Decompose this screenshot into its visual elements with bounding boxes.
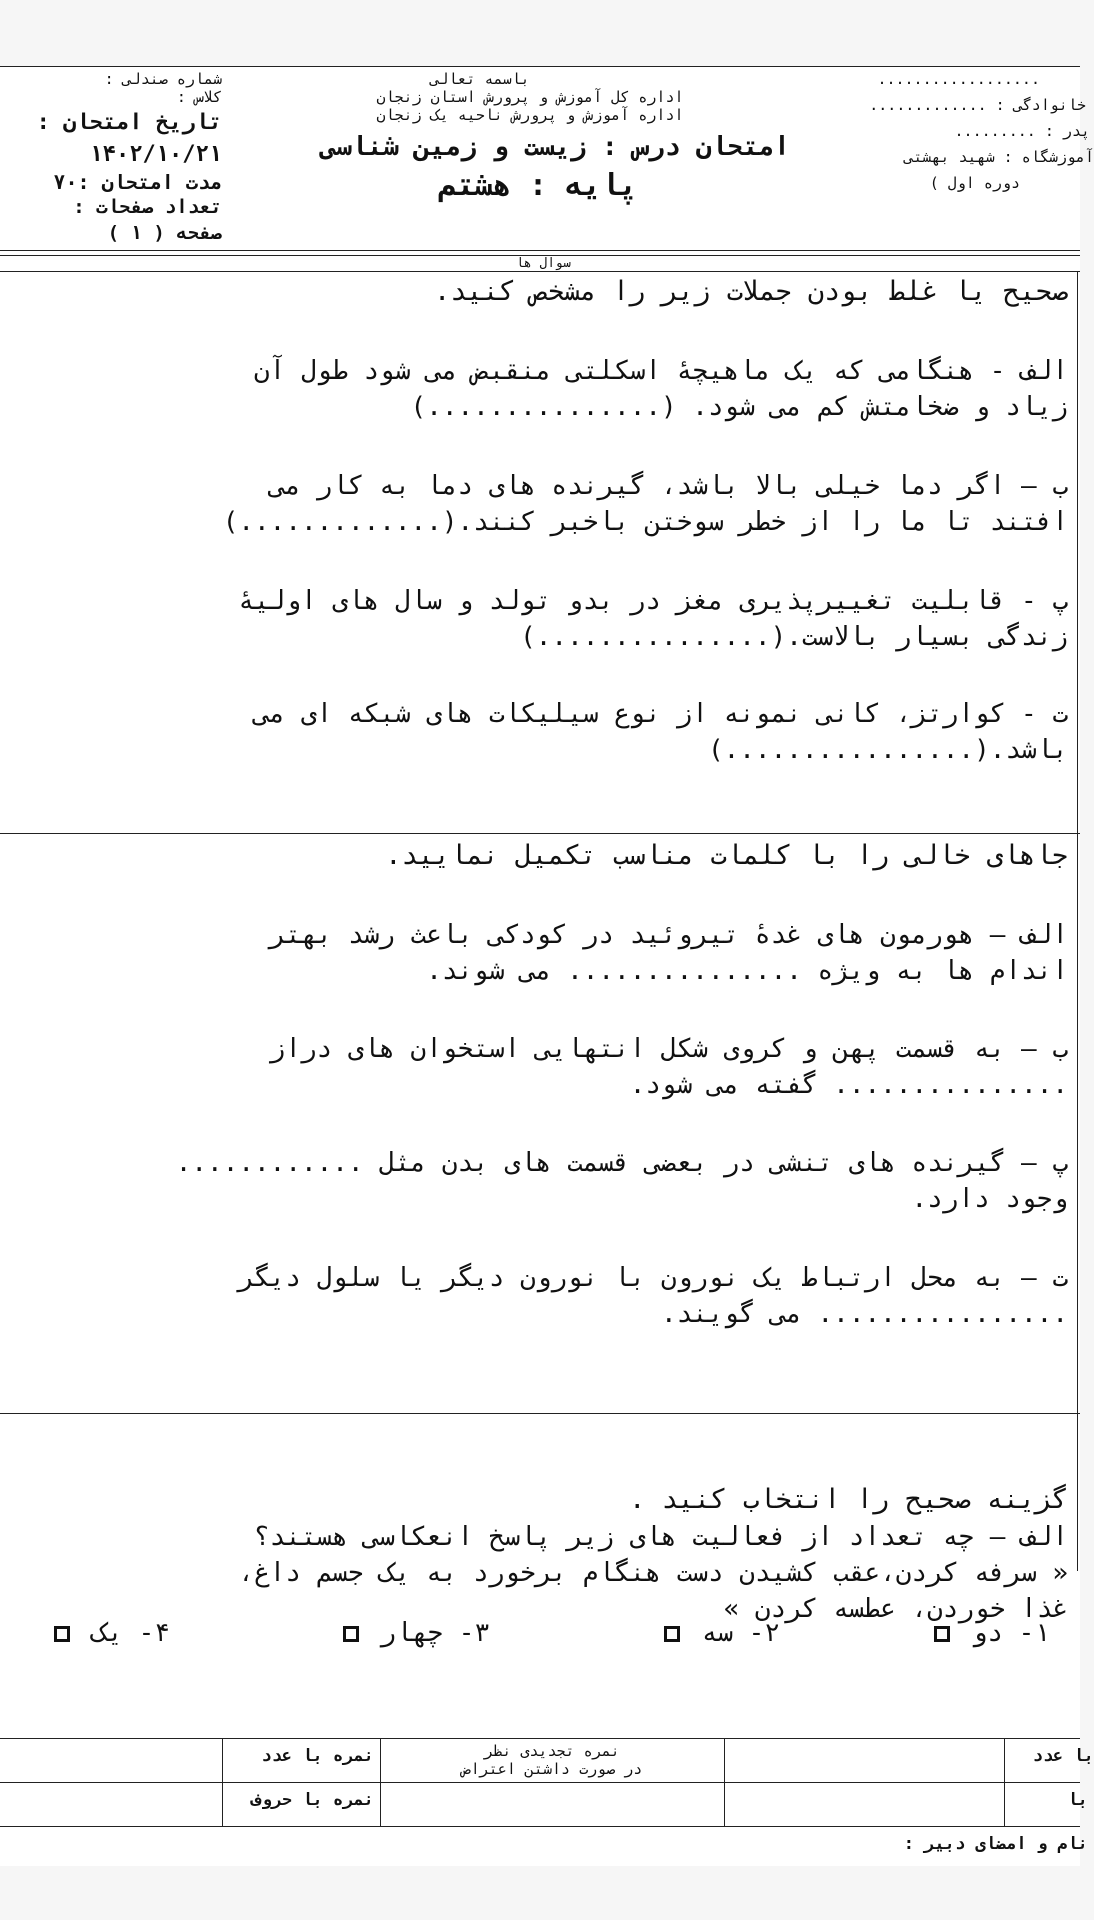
office-line-2: اداره آموزش و پرورش ناحیه یک زنجان: [376, 106, 684, 124]
footer-col-2: [380, 1738, 381, 1826]
s2-item-c-line1: پ – گیرنده های تنشی در بعضی قسمت های بدن مثل ............: [175, 1148, 1068, 1178]
s2-item-a-line2: اندام ها به ویژه ............... می شوند.: [426, 956, 1068, 986]
option-3-label: ۳- چهار: [380, 1618, 490, 1648]
section1-title: صحیح یا غلط بودن جملات زیر را مشخص کنید.: [434, 276, 1068, 307]
score-number-right: با عدد: [1032, 1746, 1094, 1766]
teacher-signature-label: نام و امضای دبیر :: [903, 1834, 1088, 1854]
footer-col-3: [724, 1738, 725, 1826]
section1-divider: [0, 833, 1080, 834]
grade-label: پایه : هشتم: [438, 168, 638, 203]
page-number: صفحه ( ۱ ): [107, 222, 222, 244]
body-right-border: [1077, 271, 1078, 1571]
review-score-line1: نمره تجدیدی نظر: [484, 1742, 620, 1760]
s1-item-d-line1: ت - کوارتز، کانی نمونه از نوع سیلیکات های شبکه ای می: [254, 699, 1068, 729]
option-1[interactable]: [928, 1618, 1050, 1648]
header-top-border: [0, 66, 1080, 67]
checkbox-icon[interactable]: [664, 1626, 680, 1642]
option-2-label: ۲- سه: [701, 1618, 780, 1648]
s2-item-d-line1: ت – به محل ارتباط یک نورون با نورون دیگر یا سلول دیگر: [238, 1263, 1068, 1293]
questions-bar-bottom: [0, 271, 1080, 272]
checkbox-icon[interactable]: [54, 1626, 70, 1642]
review-score-line2: در صورت داشتن اعتراض: [461, 1760, 643, 1778]
exam-title: امتحان درس : زیست و زمین شناسی: [320, 132, 790, 162]
exam-sheet: [0, 66, 1094, 1866]
s2-item-a-line1: الف – هورمون های غدهٔ تیروئید در کودکی باعث رشد بهتر: [269, 920, 1068, 950]
s1-item-b-line1: ب – اگر دما خیلی بالا باشد، گیرنده های دما به کار می: [269, 471, 1068, 501]
s2-item-b-line2: ............... گفته می شود.: [629, 1070, 1068, 1100]
s3-question-line2: « سرفه کردن،عقب کشیدن دست هنگام برخورد به یک جسم داغ،: [238, 1558, 1068, 1588]
section3-title: گزینه صحیح را انتخاب کنید .: [629, 1484, 1068, 1515]
option-4[interactable]: [48, 1618, 170, 1648]
family-name-label: خانوادگی : .............: [869, 96, 1086, 114]
basmala: باسمه تعالی: [430, 70, 530, 88]
s2-item-c-line2: وجود دارد.: [911, 1184, 1068, 1214]
student-name-dots: ..................: [877, 70, 1040, 88]
option-1-label: ۱- دو: [971, 1618, 1050, 1648]
footer-col-4: [1004, 1738, 1005, 1826]
period-label: دوره اول ): [929, 174, 1020, 192]
questions-label: سوال ها: [516, 256, 571, 271]
s1-item-b-line2: افتند تا ما را از خطر سوختن باخبر کنند.(.............): [222, 507, 1068, 537]
exam-date-label: تاریخ امتحان :: [36, 110, 222, 135]
footer-table-top: [0, 1738, 1080, 1739]
class-label: کلاس :: [176, 88, 222, 106]
office-line-1: اداره کل آموزش و پرورش استان زنجان: [376, 88, 684, 106]
checkbox-icon[interactable]: [343, 1626, 359, 1642]
s2-item-b-line1: ب – به قسمت پهن و کروی شکل انتهایی استخوان های دراز: [269, 1034, 1068, 1064]
option-2[interactable]: [658, 1618, 780, 1648]
s1-item-c-line2: زندگی بسیار بالاست.(...............): [520, 622, 1068, 652]
father-name-label: پدر : .........: [954, 122, 1090, 140]
exam-duration: مدت امتحان :۷۰: [53, 170, 222, 194]
s1-item-a-line1: الف - هنگامی که یک ماهیچهٔ اسکلتی منقبض می شود طول آن: [254, 356, 1068, 386]
footer-table-middle: [0, 1782, 1080, 1783]
s1-item-a-line2: زیاد و ضخامتش کم می شود. (...............): [410, 392, 1068, 422]
s3-question-line3: غذا خوردن، عطسه کردن »: [723, 1594, 1068, 1624]
s3-question-line1: الف – چه تعداد از فعالیت های زیر پاسخ انعکاسی هستند؟: [254, 1522, 1068, 1552]
seat-number-label: شماره صندلی :: [104, 70, 222, 88]
score-number-label: نمره با عدد: [261, 1746, 374, 1766]
school-label: آموزشگاه : شهید بهشتی: [904, 148, 1094, 166]
checkbox-icon[interactable]: [934, 1626, 950, 1642]
option-4-label: ۴- یک: [91, 1618, 170, 1648]
score-letters-label: نمره با حروف: [251, 1790, 374, 1810]
s2-item-d-line2: ................ می گویند.: [661, 1299, 1068, 1329]
score-letters-right: با: [1067, 1790, 1088, 1810]
s1-item-d-line2: باشد.(................): [707, 735, 1068, 765]
section2-divider: [0, 1413, 1080, 1414]
footer-table-bottom: [0, 1826, 1080, 1827]
section2-title: جاهای خالی را با کلمات مناسب تکمیل نمایید.: [385, 840, 1068, 871]
page-count-label: تعداد صفحات :: [73, 196, 222, 218]
header-bottom-border: [0, 250, 1080, 251]
footer-col-1: [222, 1738, 223, 1826]
exam-date-value: ۱۴۰۲/۱۰/۲۱: [89, 142, 222, 167]
s1-item-c-line1: پ - قابلیت تغییرپذیری مغز در بدو تولد و سال های اولیهٔ: [238, 586, 1068, 616]
option-3[interactable]: [337, 1618, 490, 1648]
